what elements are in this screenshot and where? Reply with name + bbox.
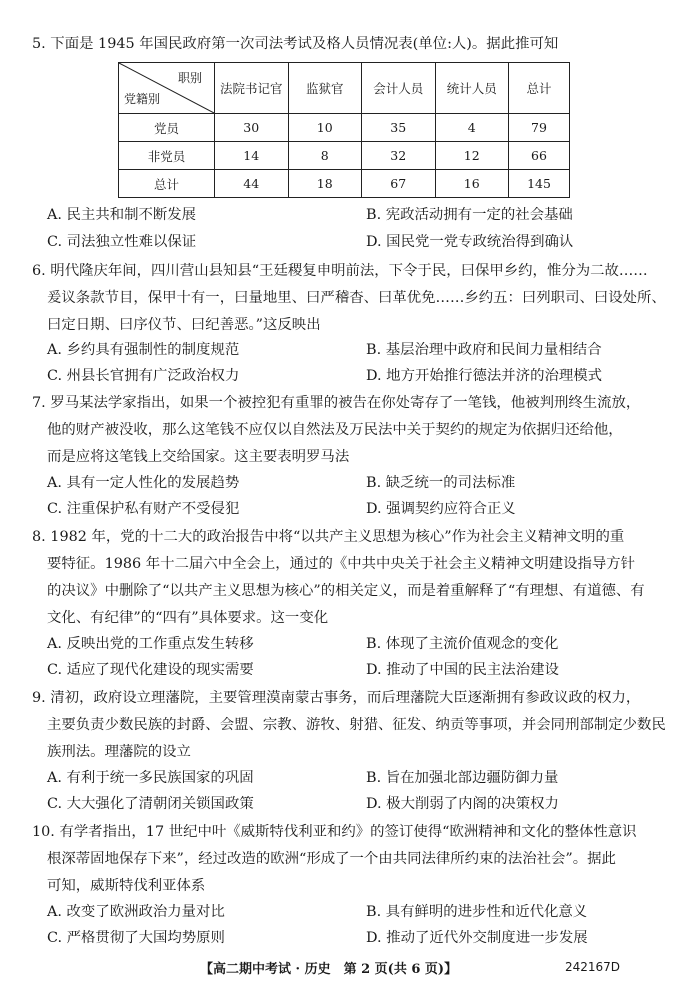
col-header: 监狱官 [288, 63, 362, 114]
q9-stem-line: 主要负责少数民族的封爵、会盟、宗教、游牧、射猎、征发、纳贡等事项，并会同刑部制定少数民 [47, 717, 666, 733]
cell: 145 [509, 170, 570, 198]
col-header: 会计人员 [362, 63, 436, 114]
q10-option-b: B. 具有鲜明的进步性和近代化意义 [366, 904, 588, 920]
q8-option-a: A. 反映出党的工作重点发生转移 [47, 636, 254, 652]
q6-stem-line: 6. 明代隆庆年间，四川营山县知县“王廷稷复申明前法，下令于民，曰保甲乡约，惟分为二故…… [32, 263, 648, 279]
corner-top-label: 职别 [177, 71, 202, 85]
cell: 67 [362, 170, 436, 198]
cell: 79 [509, 114, 570, 142]
q7-option-b: B. 缺乏统一的司法标准 [366, 475, 516, 491]
q8-stem-line: 的决议》中删除了“以共产主义思想为核心”的相关定义，而是着重解释了“有理想、有道德、有 [47, 583, 645, 599]
q10-stem-line: 10. 有学者指出，17 世纪中叶《威斯特伐利亚和约》的签订使得“欧洲精神和文化的整体性意识 [32, 824, 637, 840]
cell: 10 [288, 114, 362, 142]
q5-stem: 5. 下面是 1945 年国民政府第一次司法考试及格人员情况表(单位:人)。据此推可知 [32, 36, 559, 52]
paper-code: 242167D [565, 960, 621, 974]
page-footer: 【高二期中考试 · 历史 第 2 页(共 6 页)】 [200, 962, 458, 977]
q8-stem-line: 8. 1982 年，党的十二大的政治报告中将“以共产主义思想为核心”作为社会主义精神文明的重 [32, 529, 625, 545]
q9-option-c: C. 大大强化了清朝闭关锁国政策 [47, 796, 254, 812]
table-corner-cell [119, 63, 215, 114]
cell: 16 [435, 170, 509, 198]
table-row [119, 114, 570, 142]
q6-stem-line: 曰定日期、曰序仪节、曰纪善恶。”这反映出 [47, 317, 321, 333]
cell: 35 [362, 114, 436, 142]
q8-option-b: B. 体现了主流价值观念的变化 [366, 636, 559, 652]
cell: 8 [288, 142, 362, 170]
q6-option-a: A. 乡约具有强制性的制度规范 [47, 342, 240, 358]
q9-stem-line: 族刑法。理藩院的设立 [47, 744, 191, 760]
q10-option-d: D. 推动了近代外交制度进一步发展 [366, 930, 588, 946]
q5-option-b: B. 宪政活动拥有一定的社会基础 [366, 207, 573, 223]
cell: 32 [362, 142, 436, 170]
q6-option-b: B. 基层治理中政府和民间力量相结合 [366, 342, 602, 358]
q8-stem-line: 要特征。1986 年十二届六中全会上，通过的《中共中央关于社会主义精神文明建设指导方针 [47, 556, 636, 572]
q6-option-c: C. 州县长官拥有广泛政治权力 [47, 368, 240, 384]
q10-stem-line: 根深蒂固地保存下来”，经过改造的欧洲“形成了一个由共同法律所约束的法治社会”。据此 [47, 851, 616, 867]
q8-option-d: D. 推动了中国的民主法治建设 [366, 662, 559, 678]
cell: 4 [435, 114, 509, 142]
row-label: 总计 [119, 170, 215, 198]
q5-option-c: C. 司法独立性难以保证 [47, 234, 197, 250]
q5-option-a: A. 民主共和制不断发展 [47, 207, 197, 223]
q7-stem-line: 而是应将这笔钱上交给国家。这主要表明罗马法 [47, 449, 350, 465]
cell: 18 [288, 170, 362, 198]
q5-option-d: D. 国民党一党专政统治得到确认 [366, 234, 574, 250]
cell: 12 [435, 142, 509, 170]
q7-option-a: A. 具有一定人性化的发展趋势 [47, 475, 240, 491]
q7-option-d: D. 强调契约应符合正义 [366, 501, 516, 517]
q7-stem-line: 他的财产被没收，那么这笔钱不应仅以自然法及万民法中关于契约的规定为依据归还给他， [47, 422, 623, 438]
corner-bottom-label: 党籍别 [124, 92, 161, 106]
q9-option-a: A. 有利于统一多民族国家的巩固 [47, 770, 254, 786]
cell: 14 [215, 142, 289, 170]
row-label: 党员 [119, 114, 215, 142]
q7-option-c: C. 注重保护私有财产不受侵犯 [47, 501, 240, 517]
q10-option-c: C. 严格贯彻了大国均势原则 [47, 930, 225, 946]
q10-option-a: A. 改变了欧洲政治力量对比 [47, 904, 225, 920]
cell: 66 [509, 142, 570, 170]
col-header: 法院书记官 [215, 63, 289, 114]
table-row [119, 170, 570, 198]
col-header: 统计人员 [435, 63, 509, 114]
q10-stem-line: 可知，威斯特伐利亚体系 [47, 878, 206, 894]
q9-option-d: D. 极大削弱了内阁的决策权力 [366, 796, 559, 812]
q9-option-b: B. 旨在加强北部边疆防御力量 [366, 770, 559, 786]
q9-stem-line: 9. 清初，政府设立理藩院，主要管理漠南蒙古事务，而后理藩院大臣逐渐拥有参政议政的权力， [32, 690, 641, 706]
q7-stem-line: 7. 罗马某法学家指出，如果一个被控犯有重罪的被告在你处寄存了一笔钱，他被判刑终生流放， [32, 395, 641, 411]
col-header: 总计 [509, 63, 570, 114]
q8-stem-line: 文化、有纪律”的“四有”具体要求。这一变化 [47, 610, 329, 626]
q6-option-d: D. 地方开始推行德法并济的治理模式 [366, 368, 603, 384]
cell: 30 [215, 114, 289, 142]
q6-stem-line: 爰议条款节目，保甲十有一，曰量地里、曰严稽杳、曰革优免……乡约五：曰列职司、曰设处所、 [47, 290, 666, 306]
cell: 44 [215, 170, 289, 198]
q8-option-c: C. 适应了现代化建设的现实需要 [47, 662, 254, 678]
table-row [119, 142, 570, 170]
q5-table [118, 62, 570, 198]
row-label: 非党员 [119, 142, 215, 170]
